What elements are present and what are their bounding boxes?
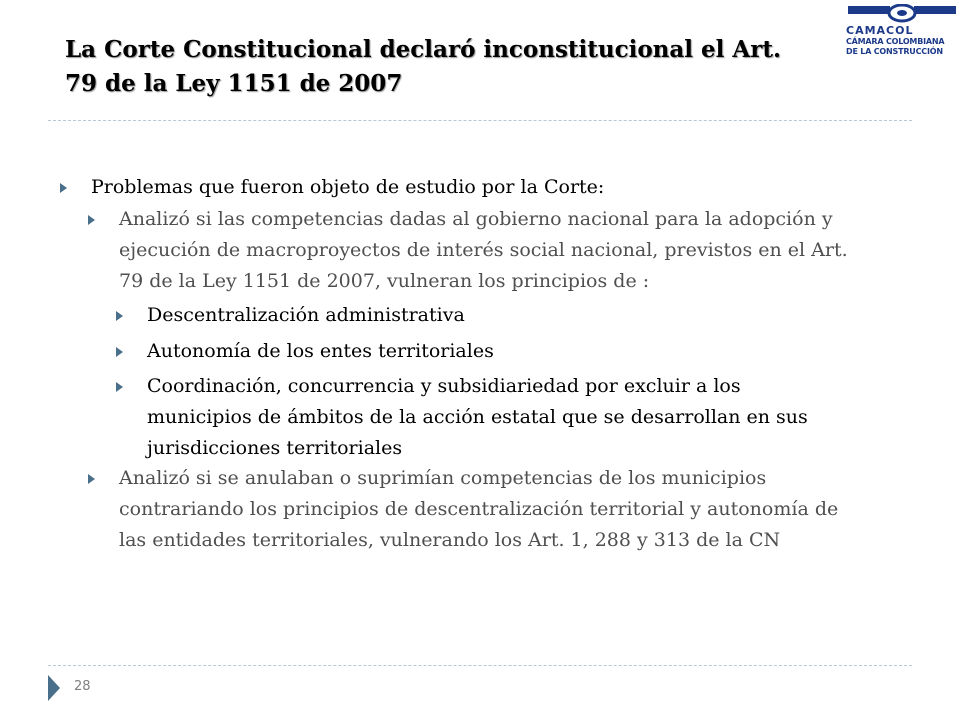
bullet-text-line: Analizó si las competencias dadas al gobierno nacional para la adopción y bbox=[119, 208, 833, 230]
bullet-item bbox=[116, 371, 926, 464]
bullet-item bbox=[116, 336, 926, 367]
bullet-text-line: Autonomía de los entes territoriales bbox=[147, 340, 494, 362]
slide-title bbox=[65, 33, 805, 101]
bullet-text-line: Descentralización administrativa bbox=[147, 304, 465, 326]
bullet-text-line: contrariando los principios de descentralización territorial y autonomía de bbox=[119, 498, 839, 520]
top-divider bbox=[48, 120, 912, 121]
bullet-text-line: ejecución de macroproyectos de interés social nacional, previstos en el Art. bbox=[119, 239, 848, 261]
bullet-item bbox=[88, 204, 928, 297]
bullet-arrow-icon bbox=[116, 371, 126, 402]
bullet-text-line: Analizó si se anulaban o suprimían competencias de los municipios bbox=[119, 467, 767, 489]
footer-marker-icon bbox=[48, 675, 60, 701]
bullet-arrow-icon bbox=[88, 204, 98, 235]
bullet-item bbox=[88, 463, 928, 556]
bullet-text-line: Coordinación, concurrencia y subsidiariedad por excluir a los bbox=[147, 375, 741, 397]
slide-title-line-1: La Corte Constitucional declaró inconstitucional el Art. bbox=[65, 36, 782, 63]
logo-subtitle-line-2: DE LA CONSTRUCCIÓN bbox=[846, 47, 943, 56]
camacol-emblem-icon bbox=[848, 4, 956, 26]
bullet-text-line: municipios de ámbitos de la acción estatal que se desarrollan en sus bbox=[147, 406, 808, 428]
bottom-divider bbox=[48, 665, 912, 666]
bullet-item bbox=[116, 300, 926, 331]
bullet-item bbox=[60, 172, 920, 203]
camacol-logo bbox=[846, 4, 958, 70]
page-number: 28 bbox=[74, 679, 91, 694]
slide-title-line-2: 79 de la Ley 1151 de 2007 bbox=[65, 70, 403, 97]
bullet-text-line: Problemas que fueron objeto de estudio por la Corte: bbox=[91, 176, 605, 198]
logo-brand: CAMACOL bbox=[846, 24, 914, 37]
bullet-text-line: jurisdicciones territoriales bbox=[147, 437, 403, 459]
bullet-arrow-icon bbox=[116, 336, 126, 367]
bullet-arrow-icon bbox=[60, 172, 70, 203]
bullet-arrow-icon bbox=[116, 300, 126, 331]
bullet-text-line: 79 de la Ley 1151 de 2007, vulneran los principios de : bbox=[119, 270, 650, 292]
bullet-arrow-icon bbox=[88, 463, 98, 494]
bullet-text-line: las entidades territoriales, vulnerando los Art. 1, 288 y 313 de la CN bbox=[119, 529, 781, 551]
logo-subtitle-line-1: CÁMARA COLOMBIANA bbox=[846, 37, 945, 46]
